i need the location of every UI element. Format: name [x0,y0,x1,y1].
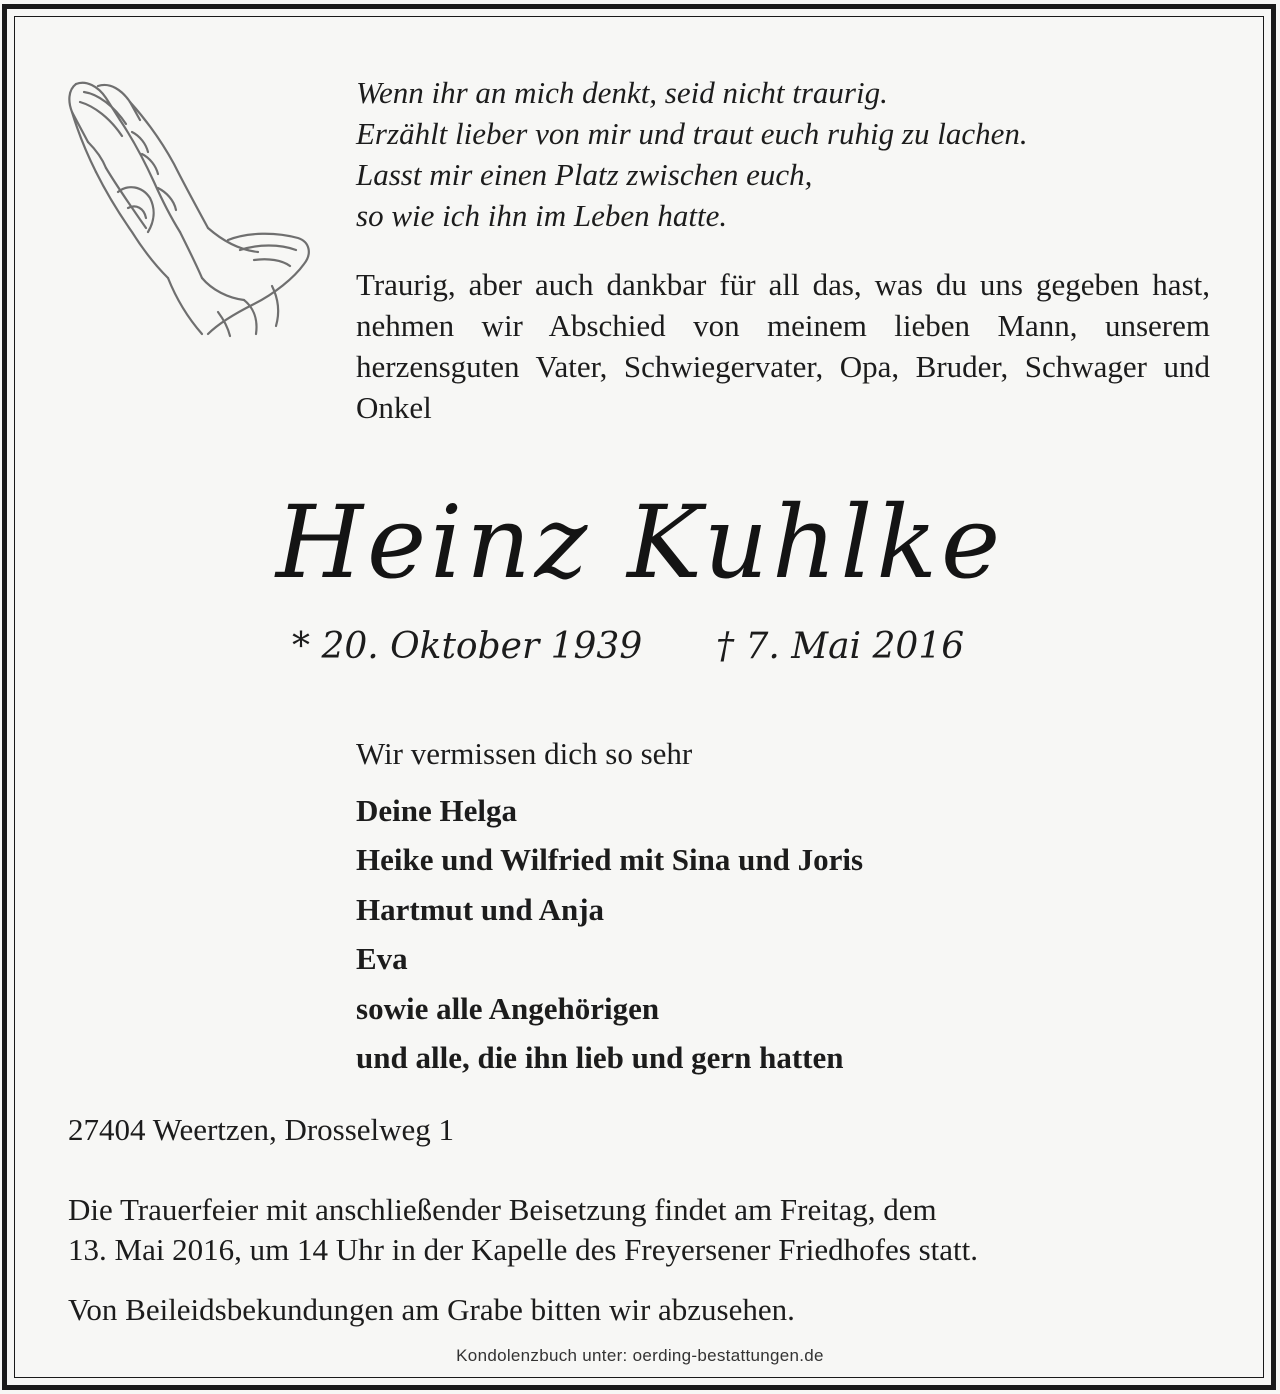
ceremony-info [68,1190,978,1270]
praying-hands-icon [58,72,314,340]
poem-line: Erzählt lieber von mir und traut euch ruhig zu lachen. [356,116,1028,151]
ceremony-line: 13. Mai 2016, um 14 Uhr in der Kapelle des Freyersener Friedhofes statt. [68,1232,978,1267]
ceremony-line: Die Trauerfeier mit anschließender Beisetzung findet am Freitag, dem [68,1192,937,1227]
guestbook-link[interactable]: Kondolenzbuch unter: oerding-bestattungen.de [456,1346,824,1365]
condolence-note: Von Beileidsbekundungen am Grabe bitten wir abzusehen. [68,1292,795,1327]
mourners-list [356,786,863,1082]
poem [356,72,1216,236]
death-date: † 7. Mai 2016 [716,626,965,667]
birth-date: * 20. Oktober 1939 [292,626,643,667]
deceased-name: Heinz Kuhlke [275,484,1005,601]
poem-line: Lasst mir einen Platz zwischen euch, [356,157,813,192]
mourner: Heike und Wilfried mit Sina und Joris [356,842,864,878]
poem-line: Wenn ihr an mich denkt, seid nicht traurig. [356,75,888,110]
miss-line: Wir vermissen dich so sehr [356,736,693,771]
mourner: und alle, die ihn lieb und gern hatten [356,1040,844,1076]
poem-line: so wie ich ihn im Leben hatte. [356,198,728,233]
address: 27404 Weertzen, Drosselweg 1 [68,1112,455,1147]
mourner: sowie alle Angehörigen [356,990,660,1026]
mourner: Eva [356,941,408,977]
mourner: Hartmut und Anja [356,891,605,927]
farewell-text: Traurig, aber auch dankbar für all das, was du uns gegeben hast, nehmen wir Abschied von meinem lieben Mann, unserem herzensguten Vater, Schwiegervater, Opa, Bruder, Schwager und Onkel [356,267,1210,425]
mourner: Deine Helga [356,793,517,828]
